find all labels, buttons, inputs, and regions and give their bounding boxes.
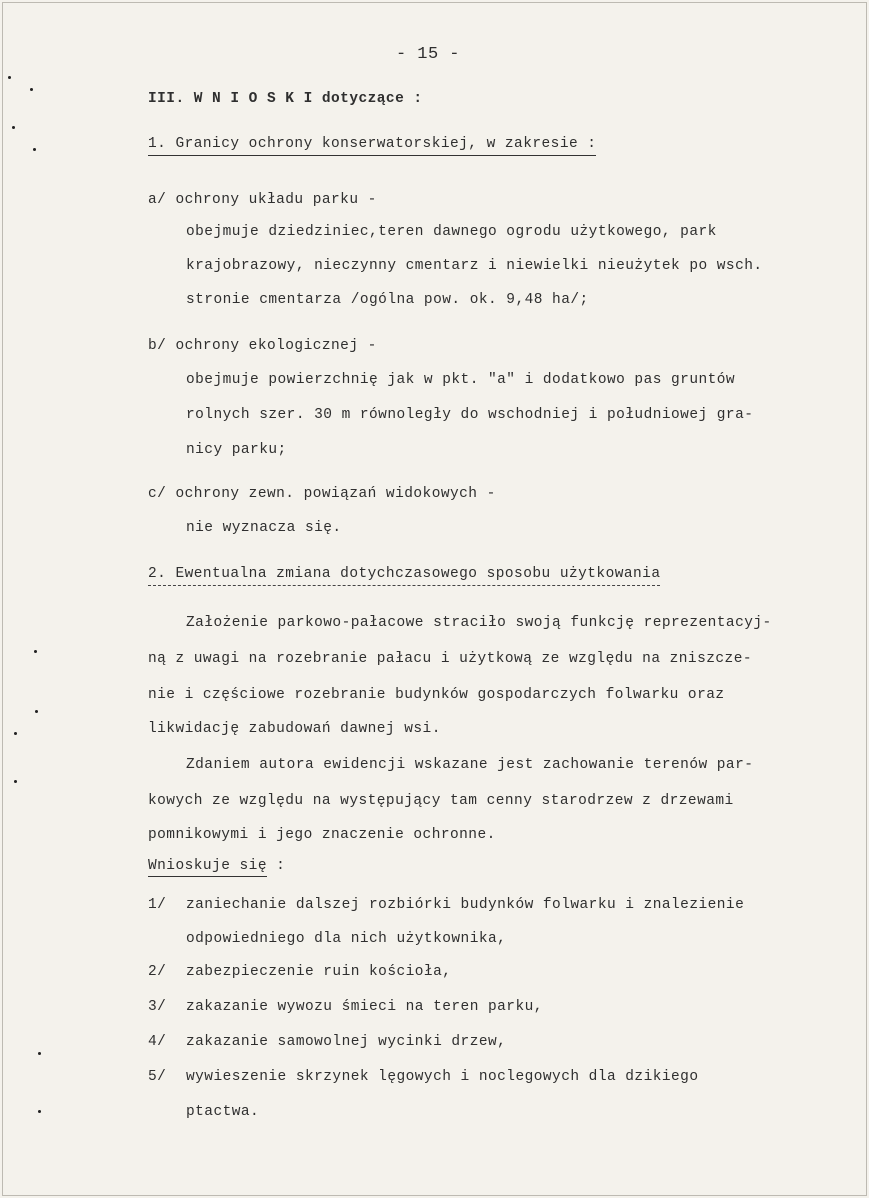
request-line: ptactwa. [186, 1104, 260, 1120]
scan-speck [33, 148, 36, 151]
request-number: 3/ [148, 999, 167, 1015]
request-line: zakazanie samowolnej wycinki drzew, [186, 1034, 507, 1050]
paragraph-2-line: pomnikowymi i jego znaczenie ochronne. [148, 827, 496, 843]
requests-label-text: Wnioskuje się [148, 858, 267, 877]
request-line: zaniechanie dalszej rozbiórki budynków folwarku i znalezienie [186, 897, 745, 913]
scan-speck [12, 126, 15, 129]
item-a-line: obejmuje dziedziniec,teren dawnego ogrodu użytkowego, park [186, 224, 717, 240]
item-b-line: nicy parku; [186, 442, 287, 458]
item-a-line: stronie cmentarza /ogólna pow. ok. 9,48 ha/; [186, 292, 589, 308]
section1-title: 1. Granicy ochrony konserwatorskiej, w zakresie : [148, 135, 596, 156]
request-number: 4/ [148, 1034, 167, 1050]
scan-speck [30, 88, 33, 91]
page-number: - 15 - [396, 45, 460, 64]
request-number: 2/ [148, 964, 167, 980]
scan-speck [14, 780, 17, 783]
scan-speck [38, 1110, 41, 1113]
request-line: odpowiedniego dla nich użytkownika, [186, 931, 507, 947]
item-a-title: a/ ochrony układu parku - [148, 192, 377, 208]
paragraph-2-line: Zdaniem autora ewidencji wskazane jest zachowanie terenów par- [186, 757, 754, 773]
request-line: wywieszenie skrzynek lęgowych i noclegowych dla dzikiego [186, 1069, 699, 1085]
scan-speck [14, 732, 17, 735]
item-c-title: c/ ochrony zewn. powiązań widokowych - [148, 486, 496, 502]
request-line: zakazanie wywozu śmieci na teren parku, [186, 999, 543, 1015]
scan-speck [38, 1052, 41, 1055]
section2-title: 2. Ewentualna zmiana dotychczasowego sposobu użytkowania [148, 565, 660, 586]
paragraph-1-line: ną z uwagi na rozebranie pałacu i użytkową ze względu na zniszcze- [148, 651, 752, 667]
item-b-line: rolnych szer. 30 m równoległy do wschodniej i południowej gra- [186, 407, 754, 423]
request-number: 5/ [148, 1069, 167, 1085]
requests-colon: : [266, 858, 286, 874]
paragraph-2-line: kowych ze względu na występujący tam cenny starodrzew z drzewami [148, 793, 734, 809]
scan-speck [34, 650, 37, 653]
item-a-line: krajobrazowy, nieczynny cmentarz i niewielki nieużytek po wsch. [186, 258, 763, 274]
requests-label [148, 857, 285, 875]
paragraph-1-line: likwidację zabudowań dawnej wsi. [148, 721, 441, 737]
scan-speck [35, 710, 38, 713]
scan-speck [8, 76, 11, 79]
paragraph-1-line: Założenie parkowo-pałacowe straciło swoją funkcję reprezentacyj- [186, 615, 772, 631]
request-number: 1/ [148, 897, 167, 913]
request-line: zabezpieczenie ruin kościoła, [186, 964, 452, 980]
paragraph-1-line: nie i częściowe rozebranie budynków gospodarczych folwarku oraz [148, 687, 725, 703]
item-c-line: nie wyznacza się. [186, 520, 342, 536]
section-heading: III. W N I O S K I dotyczące : [148, 91, 423, 107]
item-b-title: b/ ochrony ekologicznej - [148, 338, 377, 354]
page-frame [2, 2, 867, 1196]
item-b-line: obejmuje powierzchnię jak w pkt. "a" i dodatkowo pas gruntów [186, 372, 736, 388]
